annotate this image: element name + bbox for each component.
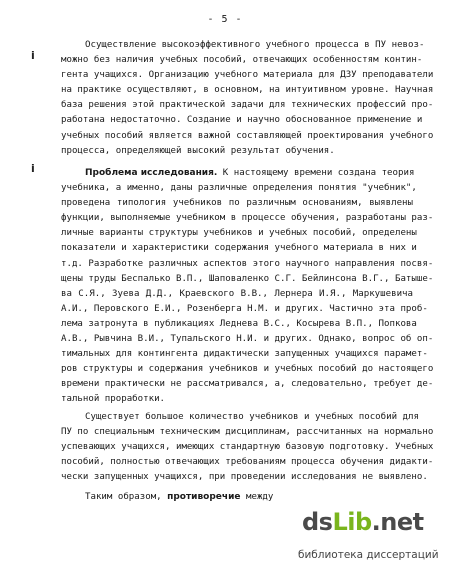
text-line: ва С.Я., Зуева Д.Д., Краевского В.В., Лернера И.Я., Маркушевича	[61, 288, 413, 299]
paragraph-4	[61, 490, 413, 505]
watermark-logo	[302, 508, 424, 536]
text-line: т.д. Разработке различных аспектов этого научного направления посвя-	[61, 258, 434, 269]
text-line	[61, 490, 413, 505]
text-line: лема затронута в публикациях Леднева В.С., Косырева В.П., Попкова	[61, 318, 417, 329]
text-line: работана недостаточно. Создание и научно обоснованное применение и	[61, 115, 423, 126]
page-number: - 5 -	[207, 14, 243, 25]
section-heading: Проблема исследования.	[85, 168, 218, 178]
text-line: ПУ по специальным техническим дисциплинам, рассчитанных на нормально	[61, 427, 434, 438]
text-span: между	[240, 492, 274, 502]
logo-part: ds	[302, 508, 333, 536]
text-line: тимальных для контингента дидактически запущенных учащихся парамет-	[61, 349, 428, 360]
text-line: функции, выполняемые учебником в процессе обучения, разработаны раз-	[61, 213, 434, 224]
logo-part: .net	[371, 508, 424, 536]
text-line: личные варианты структуры учебников и учебных пособий, определены	[61, 228, 417, 239]
text-line: А.В., Рывчина В.И., Тупальского Н.И. и других. Однако, вопрос об оп-	[61, 334, 434, 345]
text-line: ров структуры и содержания учебников и учебных пособий до настоящего	[61, 364, 434, 375]
paragraph-3	[61, 410, 434, 485]
text-line: щены труды Беспалько В.П., Шаповаленко С.Г. Бейлинсона В.Г., Батыше-	[61, 273, 434, 284]
text-line: база решения этой практической задачи для технических профессий про-	[61, 100, 434, 111]
text-line: гента учащихся. Организацию учебного материала для ДЗУ преподаватели	[61, 70, 434, 81]
paragraph-2	[61, 166, 434, 408]
text-line: учебных пособий является важной составляющей проектирования учебного	[61, 130, 434, 141]
text-line: успевающих учащихся, имеющих стандартную базовую подготовку. Учебных	[61, 442, 434, 453]
text-line: показатели и характеристики содержания учебного материала в них и	[61, 243, 417, 254]
paragraph-1	[61, 38, 434, 159]
text-line: времени практически не рассматривался, а, следовательно, требует де-	[61, 379, 434, 390]
emphasis-word: противоречие	[167, 492, 241, 502]
text-line: можно без наличия учебных пособий, отвечающих особенностям контин-	[61, 55, 423, 66]
watermark-tagline: библиотека диссертаций	[298, 549, 439, 561]
margin-mark-2: і	[31, 162, 35, 175]
text-line: А.И., Перовского Е.И., Розенберга Н.М. и других. Частично эта проб-	[61, 303, 428, 314]
margin-mark-1: і	[31, 49, 35, 62]
text-span: К настоящему времени создана теория	[217, 168, 415, 178]
text-line: чески запущенных учащихся, при проведении исследования не выявлено.	[61, 472, 428, 483]
text-line: пособий, полностью отвечающих требованиям процесса обучения дидакти-	[61, 457, 434, 468]
watermark	[298, 508, 448, 576]
text-line: на практике осуществляют, в основном, на интуитивном уровне. Научная	[61, 85, 434, 96]
logo-part-accent: Lib	[332, 508, 372, 536]
text-line: учебника, а именно, даны различные определения понятия "учебник",	[61, 183, 417, 194]
text-line: тальной проработки.	[61, 394, 166, 405]
text-line: Существует большое количество учебников и учебных пособий для	[85, 412, 419, 422]
text-span: Таким образом,	[85, 492, 168, 502]
text-line: Осуществление высокоэффективного учебного процесса в ПУ невоз-	[85, 40, 425, 50]
text-line: проведена типология учебников по различным основаниям, выявлены	[61, 198, 413, 209]
text-line	[61, 166, 413, 181]
text-line: процесса, определяющей высокий результат обучения.	[61, 145, 335, 156]
